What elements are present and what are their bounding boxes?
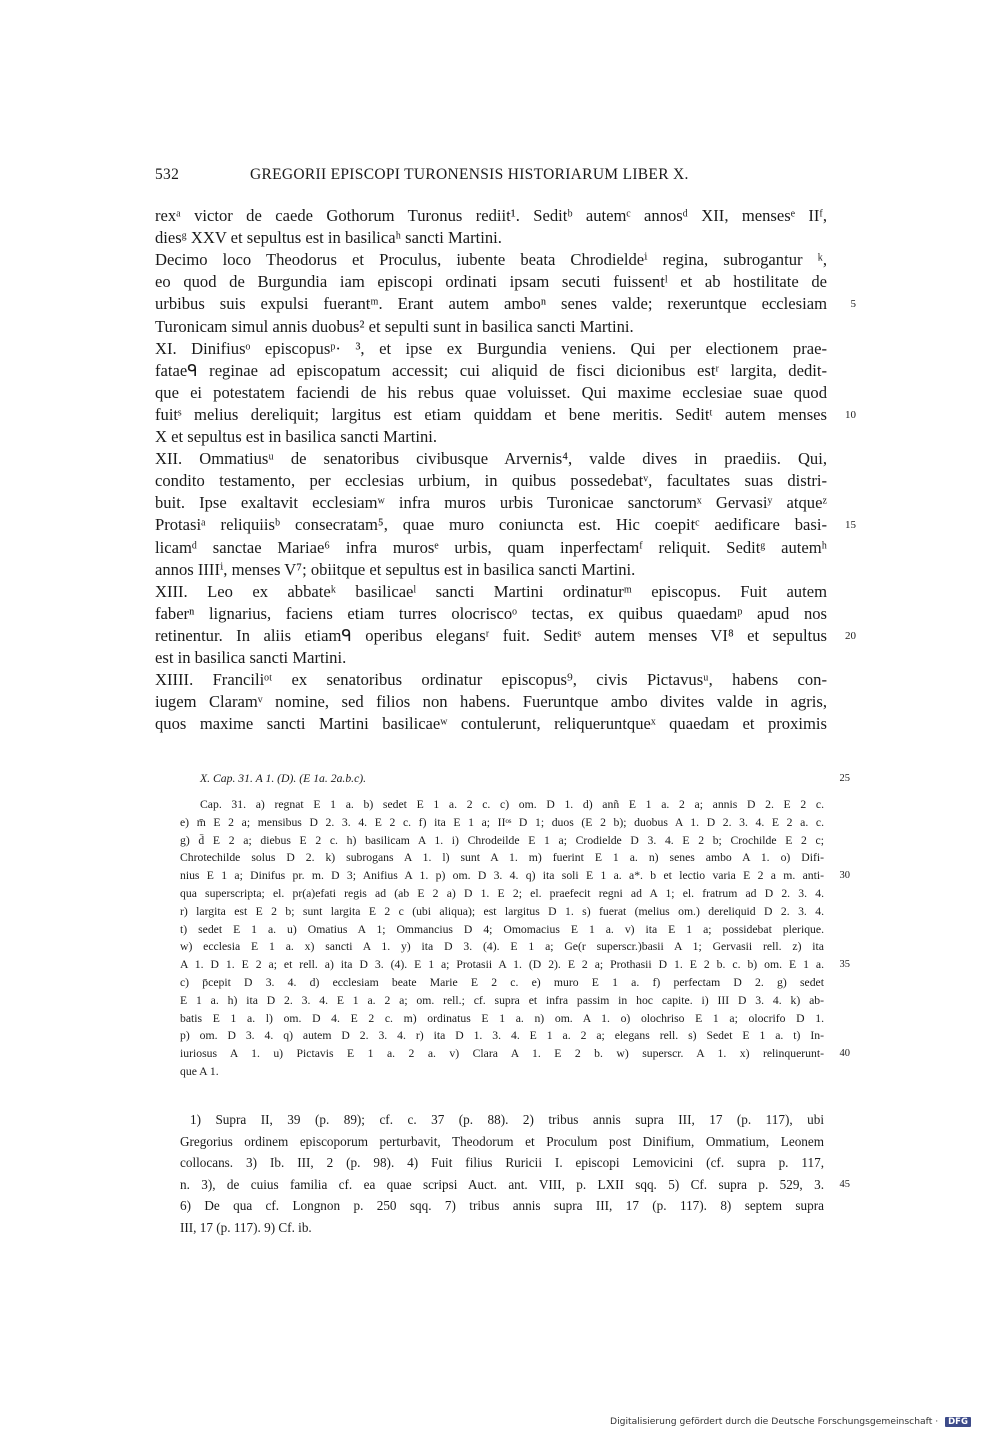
text-line: rexᵃ victor de caede Gothorum Turonus rediit¹. Seditᵇ autemᶜ annosᵈ XII, mensesᵉ IIᶠ, — [155, 206, 827, 225]
text-line: XIII. Leo ex abbateᵏ basilicaeˡ sancti Martini ordinaturᵐ episcopus. Fuit autem — [155, 581, 827, 601]
apparatus-line: nius E 1 a; Dinifus pr. m. D 3; Anifius A 1. p) om. D 3. 4. q) ita soli E 1 a. a*. b et lectio varia E 2 a m. anti- — [180, 869, 824, 883]
text-line: XIIII. Franciliᵒᵗ ex senatoribus ordinatur episcopus⁹, civis Pictavusᵘ, habens con- — [155, 670, 827, 690]
text-line: Decimo loco Theodorus et Proculus, iubente beata Chrodieldeⁱ regina, subrogantur ᵏ, — [155, 250, 827, 270]
footnote-line: 1) Supra II, 39 (p. 89); cf. c. 37 (p. 88). 2) tribus annis supra III, 17 (p. 117), ubi — [190, 1112, 824, 1127]
apparatus-line: r) largita est E 2 b; sunt largita E 2 c (ubi aliqua); est largitus D 1. s) fuerat (melius om.) dereliquid D 2. 3. 4. — [180, 904, 824, 918]
apparatus-line: iuriosus A 1. u) Pictavis E 1 a. 2 a. v) Clara A 1. E 2 b. w) superscr. A 1. x) relinquerunt- — [180, 1047, 824, 1061]
apparatus-line: E 1 a. h) ita D 2. 3. 4. E 1 a. 2 a; om. rell.; cf. supra et infra passim in hoc capite. i) III D 3. 4. k) ab- — [180, 993, 824, 1007]
line-number: 10 — [845, 408, 856, 421]
text-line: urbibus suis expulsi fuerantᵐ. Erant autem amboⁿ senes valde; rexeruntque ecclesiam — [155, 294, 827, 314]
line-number: 30 — [839, 870, 850, 882]
text-line: licamᵈ sanctae Mariae⁶ infra murosᵉ urbis, quam inperfectamᶠ reliquit. Seditᵍ autemʰ — [155, 537, 827, 557]
running-title: GREGORII EPISCOPI TURONENSIS HISTORIARUM LIBER X. — [250, 166, 689, 183]
sigla-line: X. Cap. 31. A 1. (D). (E 1a. 2a.b.c). — [200, 772, 367, 785]
line-number: 20 — [845, 629, 856, 642]
line-number: 35 — [839, 959, 850, 971]
apparatus-line: Chrotechilde solus D 2. k) subrogans A 1. l) sunt A 1. m) fuerint E 1 a. n) senes ambo A 1. o) Difi- — [180, 851, 824, 865]
apparatus-line: t) sedet E 1 a. u) Omatius A 1; Ommancius D 4; Omomacius E 1 a. v) ita E 1 a; possidebat plerique. — [180, 922, 824, 936]
apparatus-line: w) ecclesia E 1 a. x) sancti A 1. y) ita D 3. (4). E 1 a; Ge(r superscr.)basii A 1; Gervasii rell. z) ita — [180, 940, 824, 954]
line-number: 40 — [839, 1048, 850, 1060]
apparatus-line: g) d̄ E 2 a; diebus E 2 c. h) basilicam A 1. i) Chrodeilde E 1 a; Crodielde D 3. 4. E 2 b; Crochilde E 2 c; — [180, 833, 824, 847]
footnote-line: Gregorius ordinem episcoporum perturbavit, Theodorum et Proculum post Dinifium, Ommatium, Leonem — [180, 1133, 824, 1149]
text-line: Protasiᵃ reliquiisᵇ consecratam⁵, quae muro coniuncta est. Hic coepitᶜ aedificare basi- — [155, 515, 827, 535]
apparatus-line: p) om. D 3. 4. q) autem D 2. 3. 4. r) ita D 1. 3. 4. E 1 a. 2 a; elegans rell. s) Sedet E 1 a. t) In- — [180, 1029, 824, 1043]
credit-text: Digitalisierung gefördert durch die Deutsche Forschungsgemeinschaft — [610, 1416, 933, 1427]
text-line: XII. Ommatiusᵘ de senatoribus civibusque Arvernis⁴, valde dives in praediis. Qui, — [155, 449, 827, 469]
text-line: quos maxime sancti Martini basilicaeʷ contulerunt, reliqueruntqueˣ quaedam et proximis — [155, 714, 827, 734]
line-number: 15 — [845, 519, 856, 532]
running-header — [155, 166, 827, 188]
footnote-line: n. 3), de cuius familia cf. ea quae scripsi Auct. ant. VIII, p. LXII sqq. 5) Cf. supra p. 529, 3. — [180, 1176, 824, 1192]
footnote-line: III, 17 (p. 117). 9) Cf. ib. — [180, 1219, 312, 1235]
text-line: retinentur. In aliis etiamᑫ operibus elegansʳ fuit. Seditˢ autem menses VI⁸ et sepultus — [155, 625, 827, 645]
line-number: 5 — [850, 298, 856, 311]
text-line: Turonicam simul annis duobus² et sepulti sunt in basilica sancti Martini. — [155, 316, 634, 336]
apparatus-line: que A 1. — [180, 1065, 219, 1078]
text-line: que ei potestatem faciendi de his rebus quae voluisset. Qui maxime ecclesiae suae quod — [155, 382, 827, 402]
apparatus-line: qua superscripta; el. pr(a)efati regis ad (ab E 2 a) D 1. E 2; el. praefecit regni ad A 1; el. fratrum ad D 2. 3. 4. — [180, 887, 824, 900]
text-line: XI. Dinifiusᵒ episcopusᵖ· ³, et ipse ex Burgundia veniens. Qui per electionem prae- — [155, 338, 827, 358]
text-line: diesᵍ XXV et sepultus est in basilicaʰ sancti Martini. — [155, 228, 502, 248]
apparatus-line: c) p̄cepit D 3. 4. d) ecclesiam beate Marie E 2 c. e) muro E 1 a. f) perfectam D 2. g) sedet — [180, 976, 824, 989]
footnote-line: collocans. 3) Ib. III, 2 (p. 98). 4) Fuit filius Ruricii I. episcopi Lemovicini (cf. supra p. 117, — [180, 1155, 824, 1170]
text-line: eo quod de Burgundia iam episcopi ordinati ipsam secuti fuissentˡ et ab hostilitate de — [155, 272, 827, 292]
apparatus-line: Cap. 31. a) regnat E 1 a. b) sedet E 1 a. 2 c. c) om. D 1. d) anñ E 1 a. 2 a; annis D 2. E 2 c. — [200, 798, 824, 811]
text-line: fuitˢ melius dereliquit; largitus est etiam quiddam et bene meritis. Seditᵗ autem menses — [155, 404, 827, 424]
apparatus-line: batis E 1 a. l) om. D 4. E 2 c. m) ordinatus E 1 a. n) om. A 1. o) olochriso E 1 a; olocrifo D 1. — [180, 1011, 824, 1025]
text-line: fataeᑫ reginae ad episcopatum accessit; cui aliquid de fisci dicionibus estʳ largita, dedit- — [155, 360, 827, 380]
text-line: iugem Claramᵛ nomine, sed filios non habens. Fueruntque ambo divites valde in agris, — [155, 692, 827, 712]
text-line: annos IIIIⁱ, menses V⁷; obiitque et sepultus est in basilica sancti Martini. — [155, 559, 636, 579]
line-number: 45 — [839, 1178, 850, 1190]
text-line: buit. Ipse exaltavit ecclesiamʷ infra muros urbis Turonicae sanctorumˣ Gervasiʸ atqueᶻ — [155, 493, 827, 513]
apparatus-line: e) m̄ E 2 a; mensibus D 2. 3. 4. E 2 c. f) ita E 1 a; IIᵒˢ D 1; duos (E 2 b); duobus A 1. D 2. 3. 4. E 2 a. c. — [180, 815, 824, 829]
page-number: 532 — [155, 166, 180, 183]
dash-separator: · — [935, 1416, 942, 1427]
text-line: faberⁿ lignarius, faciens etiam turres olocriscoᵒ tectas, ex quibus quaedamᵖ apud nos — [155, 603, 827, 623]
footnote-line: 6) De qua cf. Longnon p. 250 sqq. 7) tribus annis supra III, 17 (p. 117). 8) septem supra — [180, 1198, 824, 1213]
digitization-credit — [610, 1416, 971, 1427]
dfg-logo: DFG — [945, 1417, 971, 1427]
text-line: est in basilica sancti Martini. — [155, 648, 347, 667]
text-line: X et sepultus est in basilica sancti Martini. — [155, 427, 438, 446]
text-line: condito testamento, per ecclesias urbium, in quibus possedebatᵛ, facultates suas distri- — [155, 471, 827, 491]
line-number: 25 — [839, 773, 850, 784]
apparatus-line: A 1. D 1. E 2 a; et rell. a) ita D 3. (4). E 1 a; Protasii A 1. (D 2). E 2 a; Prothasii D 1. E 2 b. c. b) om. E 1 a. — [180, 958, 824, 972]
